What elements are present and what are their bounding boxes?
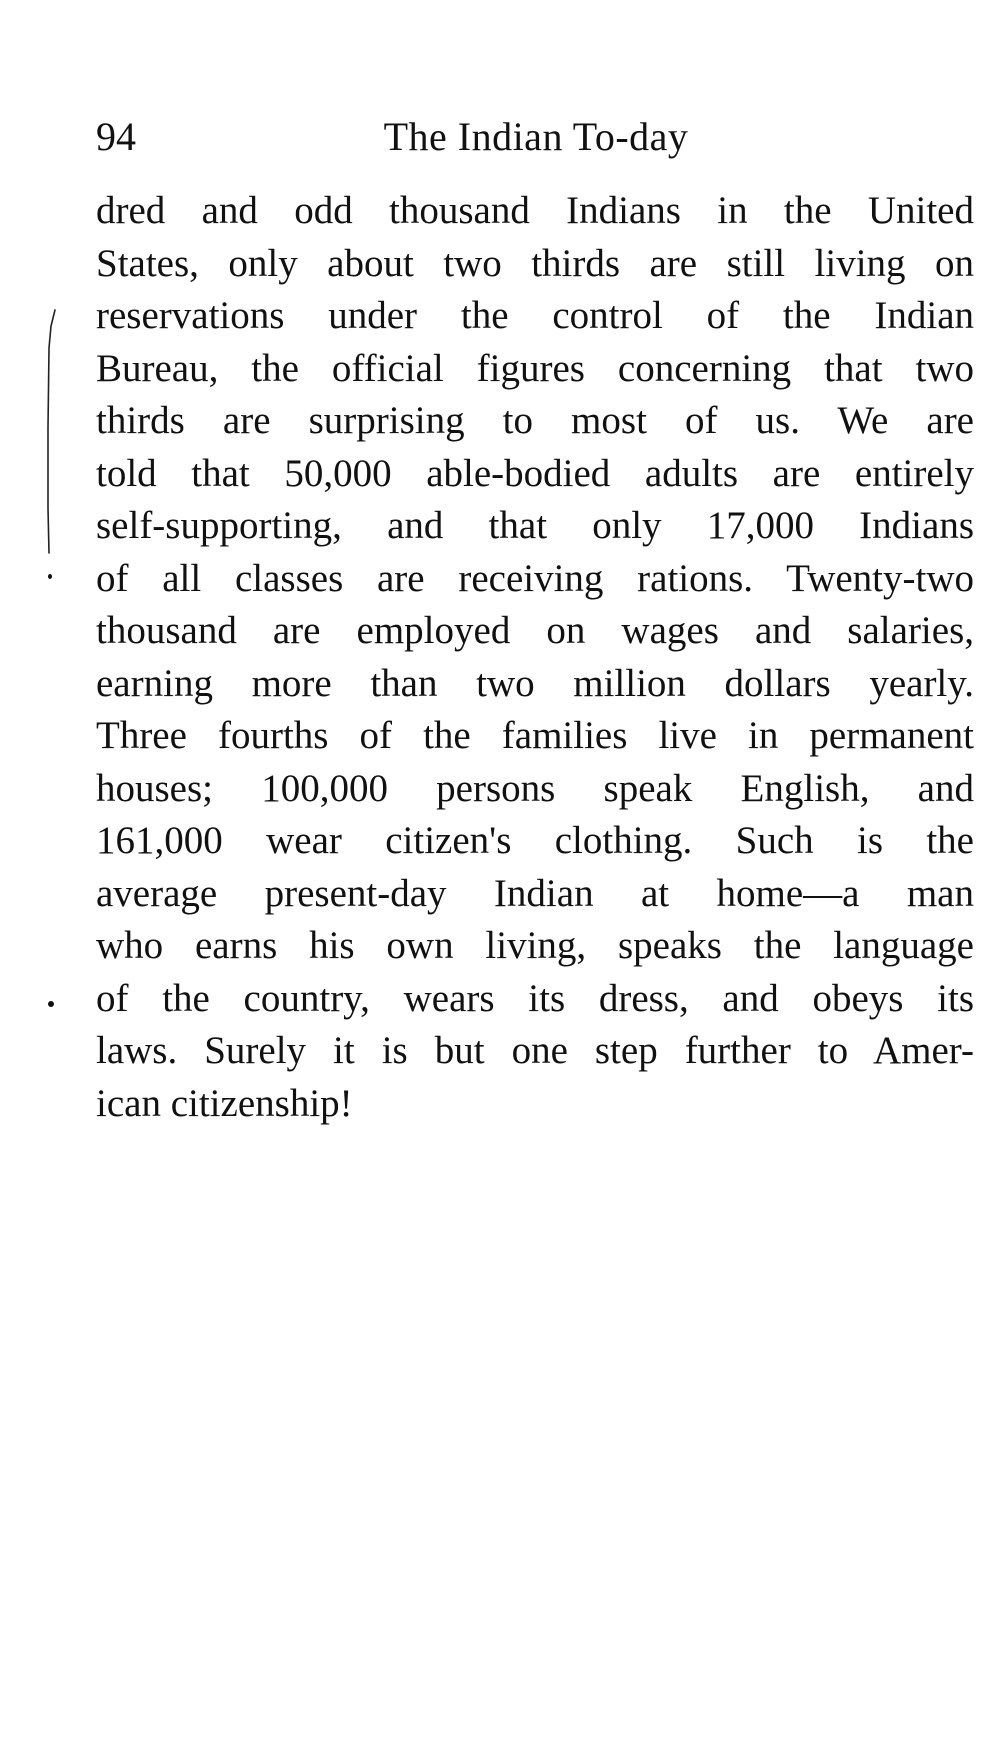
text-line: laws. Surely it is but one step further to Amer- xyxy=(96,1029,974,1072)
text-line: dred and odd thousand Indians in the United xyxy=(96,189,974,232)
text-line: reservations under the control of the Indian xyxy=(96,294,974,337)
text-line: told that 50,000 able-bodied adults are entirely xyxy=(96,451,974,495)
text-line: of the country, wears its dress, and obeys its xyxy=(96,976,974,1020)
body-paragraph xyxy=(96,185,974,1130)
text-line: Three fourths of the families live in permanent xyxy=(96,714,974,757)
text-line: 161,000 wear citizen's clothing. Such is the xyxy=(96,819,974,862)
text-line: thousand are employed on wages and salaries, xyxy=(96,609,974,652)
page-number: 94 xyxy=(96,114,136,159)
margin-pencil-mark xyxy=(46,308,58,558)
text-line: of all classes are receiving rations. Twenty-two xyxy=(96,556,974,600)
running-title: The Indian To-day xyxy=(383,114,689,159)
margin-dot xyxy=(48,574,52,579)
margin-dot xyxy=(48,1001,54,1007)
text-line: houses; 100,000 persons speak English, and xyxy=(96,766,974,810)
text-line: earning more than two million dollars yearly. xyxy=(96,661,974,705)
page-header xyxy=(96,112,976,162)
text-line: States, only about two thirds are still living on xyxy=(96,241,974,285)
text-line: thirds are surprising to most of us. We are xyxy=(96,399,974,442)
text-line: Bureau, the official figures concerning that two xyxy=(96,346,974,390)
text-line: ican citizenship! xyxy=(96,1081,353,1125)
text-line: self-supporting, and that only 17,000 Indians xyxy=(96,504,974,547)
text-line: who earns his own living, speaks the language xyxy=(96,924,974,967)
text-line: average present-day Indian at home—a man xyxy=(96,871,974,915)
